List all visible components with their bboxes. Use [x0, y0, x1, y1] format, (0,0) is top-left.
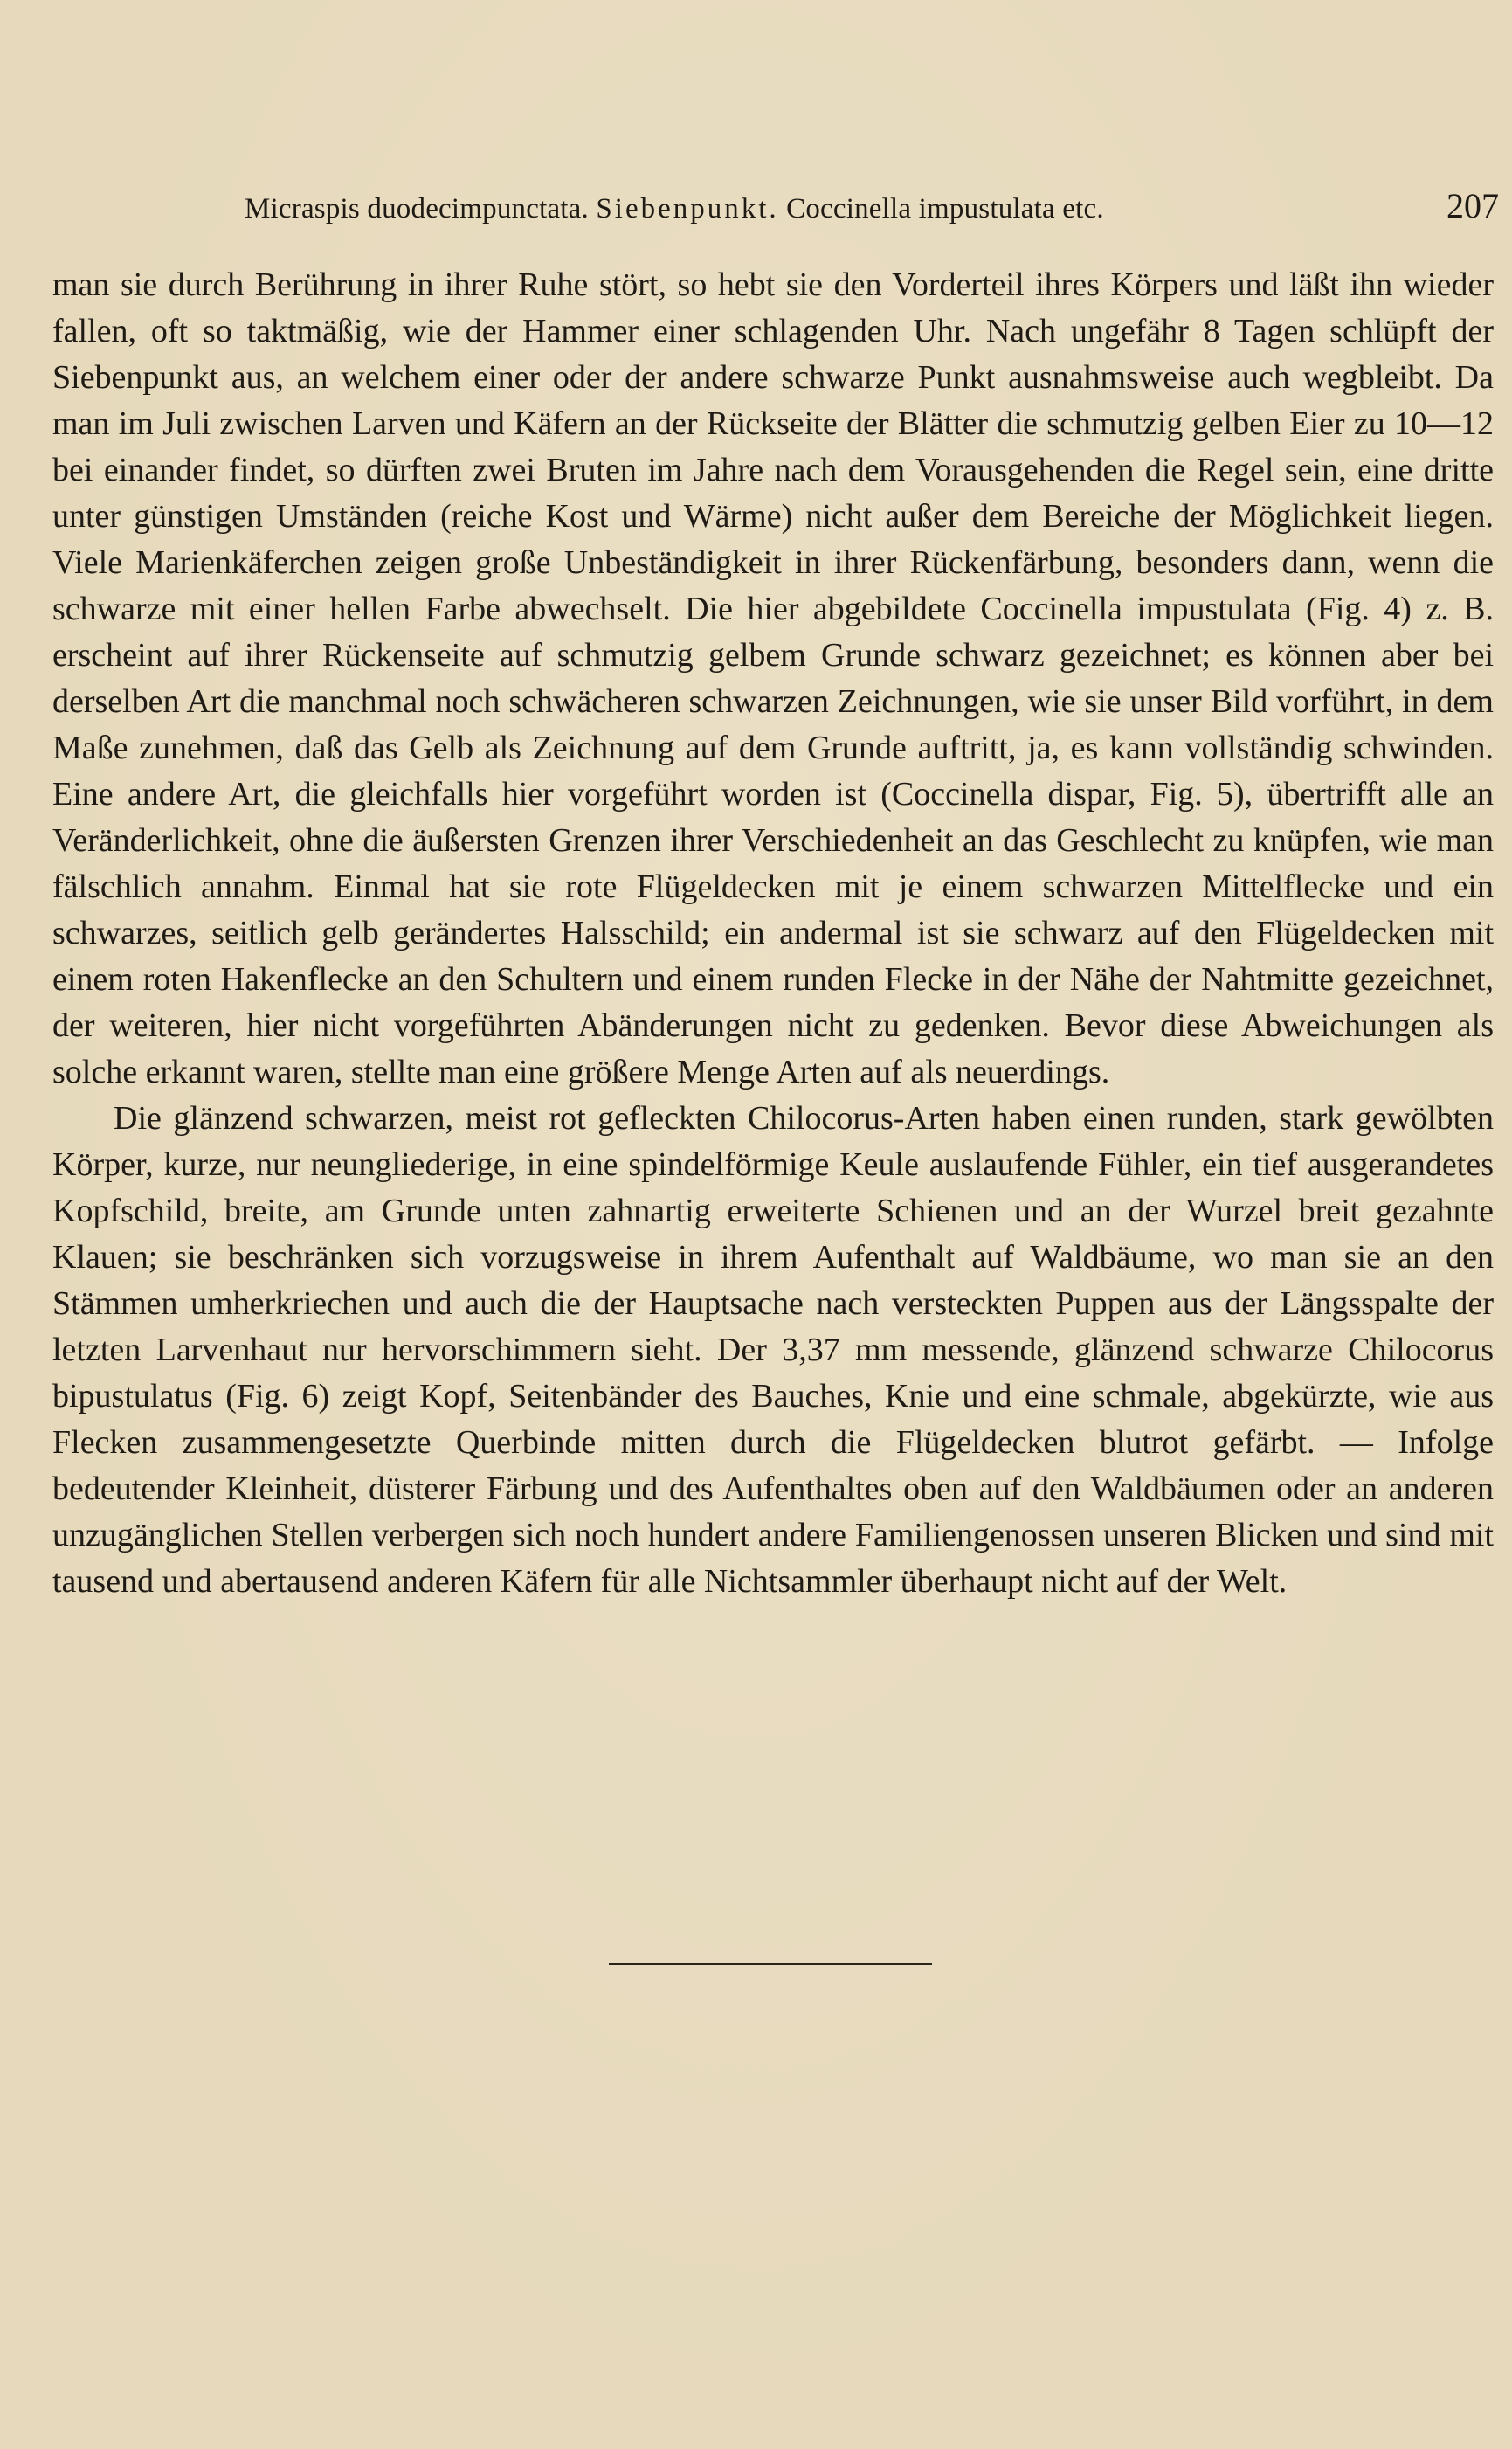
- running-header: [245, 185, 1499, 231]
- page-number: 207: [1446, 186, 1499, 225]
- running-title-part-3: Coccinella impustulata etc.: [786, 193, 1104, 225]
- running-title: [245, 193, 1429, 225]
- body-text: [52, 262, 1494, 1605]
- running-title-part-1: Micraspis duodecimpunctata.: [245, 193, 589, 225]
- paragraph-1: man sie durch Berührung in ihrer Ruhe stört, so hebt sie den Vorderteil ihres Körpers und läßt ihn wieder fallen, oft so taktmäßig, wie der Hammer einer schlagenden Uhr. Nach ungefähr 8 Tagen schlüpft der Siebenpunkt aus, an welchem einer oder der andere schwarze Punkt ausnahmsweise auch wegbleibt. Da man im Juli zwischen Larven und Käfern an der Rückseite der Blätter die schmutzig gelben Eier zu 10—12 bei einander findet, so dürften zwei Bruten im Jahre nach dem Vorausgehenden die Regel sein, eine dritte unter günstigen Umständen (reiche Kost und Wärme) nicht außer dem Bereiche der Möglichkeit liegen. Viele Marienkäferchen zeigen große Unbeständigkeit in ihrer Rückenfärbung, besonders dann, wenn die schwarze mit einer hellen Farbe abwechselt. Die hier abgebildete Coccinella impustulata (Fig. 4) z. B. erscheint auf ihrer Rückenseite auf schmutzig gelbem Grunde schwarz gezeichnet; es können aber bei derselben Art die manchmal noch schwächeren schwarzen Zeichnungen, wie sie unser Bild vorführt, in dem Maße zunehmen, daß das Gelb als Zeichnung auf dem Grunde auftritt, ja, es kann vollständig schwinden. Eine andere Art, die gleichfalls hier vorgeführt worden ist (Coccinella dispar, Fig. 5), übertrifft alle an Veränderlichkeit, ohne die äußersten Grenzen ihrer Verschiedenheit an das Geschlecht zu knüpfen, wie man fälschlich annahm. Einmal hat sie rote Flügeldecken mit je einem schwarzen Mittelflecke und ein schwarzes, seitlich gelb gerändertes Halsschild; ein andermal ist sie schwarz auf den Flügeldecken mit einem roten Hakenflecke an den Schultern und einem runden Flecke in der Nähe der Nahtmitte gezeichnet, der weiteren, hier nicht vorgeführten Abänderungen nicht zu gedenken. Bevor diese Abweichungen als solche erkannt waren, stellte man eine größere Menge Arten auf als neuerdings.: [52, 266, 1494, 1090]
- running-title-part-2: Siebenpunkt.: [596, 193, 779, 225]
- section-divider-rule: [609, 1963, 932, 1965]
- paragraph-2: Die glänzend schwarzen, meist rot gefleckten Chilocorus-Arten haben einen runden, stark gewölbten Körper, kurze, nur neungliederige, in eine spindelförmige Keule auslaufende Fühler, ein tief ausgerandetes Kopfschild, breite, am Grunde unten zahnartig erweiterte Schienen und an der Wurzel breit gezahnte Klauen; sie beschränken sich vorzugsweise in ihrem Aufenthalt auf Waldbäume, wo man sie an den Stämmen umherkriechen und auch die der Hauptsache nach versteckten Puppen aus der Längsspalte der letzten Larvenhaut nur hervorschimmern sieht. Der 3,37 mm messende, glänzend schwarze Chilocorus bipustulatus (Fig. 6) zeigt Kopf, Seitenbänder des Bauches, Knie und eine schmale, abgekürzte, wie aus Flecken zusammengesetzte Querbinde mitten durch die Flügeldecken blutrot gefärbt. — Infolge bedeutender Kleinheit, düsterer Färbung und des Aufenthaltes oben auf den Waldbäumen oder an anderen unzugänglichen Stellen verbergen sich noch hundert andere Familiengenossen unseren Blicken und sind mit tausend und abertausend anderen Käfern für alle Nichtsammler überhaupt nicht auf der Welt.: [52, 1100, 1494, 1600]
